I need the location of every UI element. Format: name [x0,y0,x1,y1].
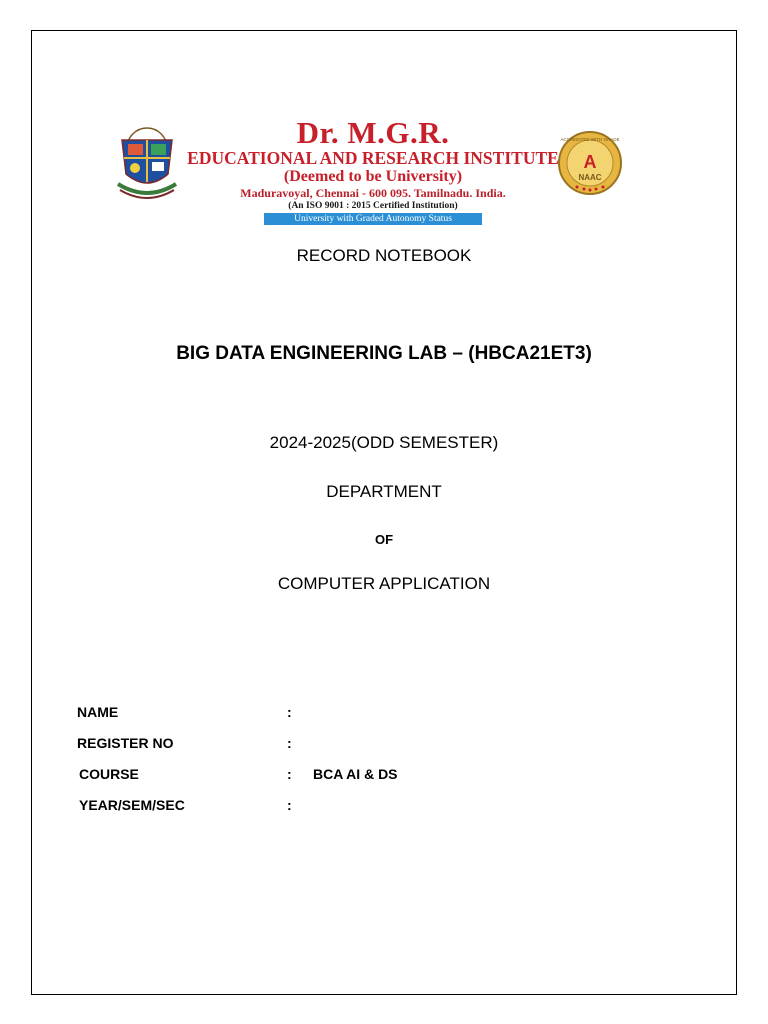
lab-title: BIG DATA ENGINEERING LAB – (HBCA21ET3) [176,343,592,364]
academic-year: 2024-2025(ODD SEMESTER) [269,433,499,452]
register-no-label: REGISTER NO [77,735,174,751]
deemed-university-line: (Deemed to be University) [283,168,463,185]
year-sem-sec-colon: : [287,797,292,813]
naac-badge-icon [557,130,623,196]
record-notebook-heading: RECORD NOTEBOOK [296,246,472,265]
institute-name: Dr. M.G.R. [296,115,450,150]
year-sem-sec-label: YEAR/SEM/SEC [79,797,185,813]
department-name: COMPUTER APPLICATION [277,574,491,593]
name-colon: : [287,704,292,720]
university-emblem-icon [112,126,182,206]
course-label: COURSE [79,766,139,782]
name-label: NAME [77,704,119,720]
naac-label: NAAC [578,173,602,182]
naac-ring-text: ACCREDITED WITH GRADE [560,137,620,142]
course-value: BCA AI & DS [313,766,398,782]
institute-name-block [184,115,562,225]
autonomy-status-band: University with Graded Autonomy Status [264,213,482,225]
institute-header [112,115,632,224]
of-label: OF [374,532,394,547]
register-no-colon: : [287,735,292,751]
institute-address: Maduravoyal, Chennai - 600 095. Tamilnadu. India. [240,186,506,200]
naac-grade: A [583,152,597,172]
institute-full-name: EDUCATIONAL AND RESEARCH INSTITUTE [187,148,559,168]
iso-certification: (An ISO 9001 : 2015 Certified Institution) [288,201,458,211]
course-colon: : [287,766,292,782]
department-label: DEPARTMENT [326,482,442,501]
